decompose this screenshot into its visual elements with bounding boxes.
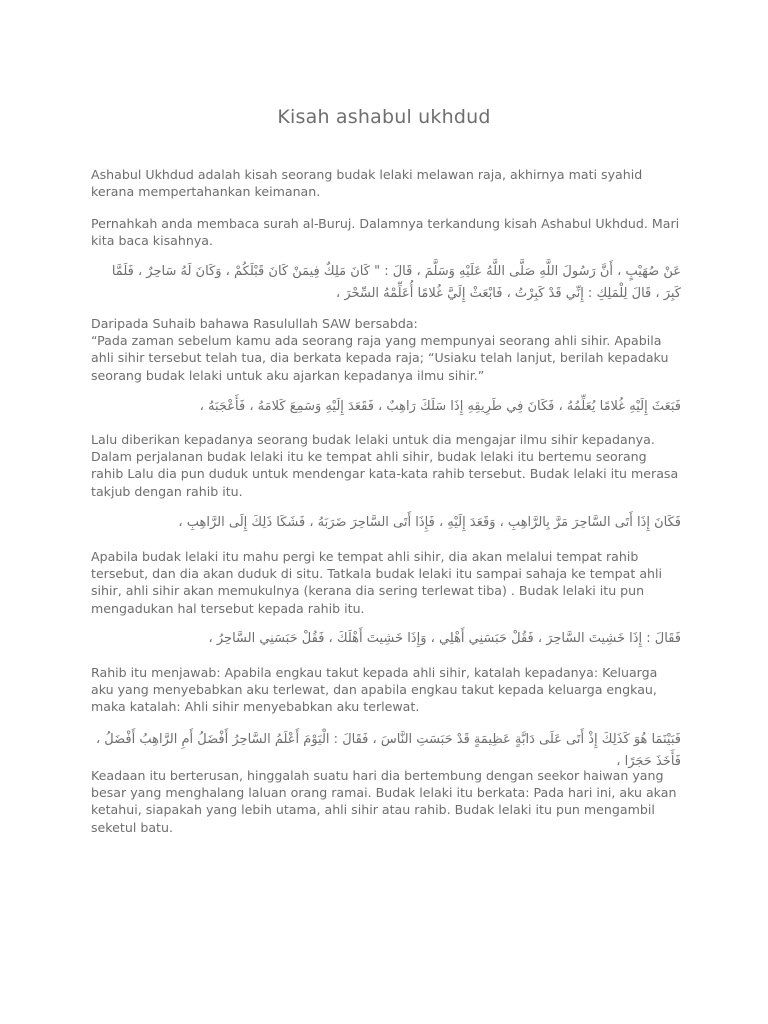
arabic-rahib-advice: فَقَالَ : إِذَا خَشِيتَ السَّاحِرَ ، فَقُلْ حَبَسَنِي أَهْلِي ، وَإِذَا خَشِيتَ أَهْلَكَ ، فَقُلْ حَبَسَنِي السَّاحِرُ ، xyxy=(208,631,681,646)
paragraph-surah-al-buruj: Pernahkah anda membaca surah al-Buruj. Dalamnya terkandung kisah Ashabul Ukhdud. Mari kita baca kisahnya. xyxy=(91,216,680,249)
arabic-boy-sent: فَبَعَثَ إِلَيْهِ غُلامًا يُعَلِّمُهُ ، فَكَانَ فِي طَرِيقِهِ إِذَا سَلَكَ رَاهِبٌ ، فَقَعَدَ إِلَيْهِ وَسَمِعَ كَلامَهُ ، فَأَعْجَبَهُ ، xyxy=(199,399,681,414)
arabic-hadith-opening: عَنْ صُهَيْبٍ ، أَنَّ رَسُولَ اللَّهِ صَلَّى اللَّهُ عَلَيْهِ وَسَلَّمَ ، قَالَ : " كَانَ مَلِكٌ فِيمَنْ كَانَ قَبْلَكُمْ ، وَكَانَ لَهُ سَاحِرٌ ، فَلَمَّا كَبِرَ ، قَالَ لِلْمَلِكِ : إِنِّي قَدْ كَبِرْتُ ، فَابْعَثْ إِلَيَّ غُلامًا أُعَلِّمْهُ السِّحْرَ ، xyxy=(111,264,681,301)
document-title: Kisah ashabul ukhdud xyxy=(277,106,491,128)
paragraph-great-beast: Keadaan itu berterusan, hinggalah suatu hari dia bertembung dengan seekor haiwan yang besar yang menghalang laluan orang ramai. Budak lelaki itu berkata: Pada hari ini, aku akan ketahui, siapakah yang lebih utama, ahli sihir atau rahib. Budak lelaki itu pun mengambil seketul batu. xyxy=(91,768,677,835)
paragraph-rahib-answer: Rahib itu menjawab: Apabila engkau takut kepada ahli sihir, katalah kepadanya: Keluarga aku yang menyebabkan aku terlewat, dan apabila engkau takut kepada keluarga engkau, maka katalah: Ahli sihir menyebabkan aku terlewat. xyxy=(91,665,658,715)
paragraph-beaten-by-sorcerer: Apabila budak lelaki itu mahu pergi ke tempat ahli sihir, dia akan melalui tempat rahib tersebut, dan dia akan duduk di situ. Tatkala budak lelaki itu sampai sahaja ke tempat ahli sihir, ahli sihir akan memukulnya (kerana dia sering terlewat tiba) . Budak lelaki itu pun mengadukan hal tersebut kepada rahib itu. xyxy=(91,549,663,616)
arabic-passing-rahib: فَكَانَ إِذَا أَتَى السَّاحِرَ مَرَّ بِالرَّاهِبِ ، وَقَعَدَ إِلَيْهِ ، فَإِذَا أَتَى السَّاحِرَ ضَرَبَهُ ، فَشَكَا ذَلِكَ إِلَى الرَّاهِبِ ، xyxy=(178,515,681,530)
arabic-great-beast: فَبَيْنَمَا هُوَ كَذَلِكَ إِذْ أَتَى عَلَى دَابَّةٍ عَظِيمَةٍ قَدْ حَبَسَتِ النَّاسَ ، فَقَالَ : الْيَوْمَ أَعْلَمُ السَّاحِرُ أَفْضَلُ أَمِ الرَّاهِبُ أَفْضَلُ ، فَأَخَذَ حَجَرًا ، xyxy=(95,732,681,769)
paragraph-intro: Ashabul Ukhdud adalah kisah seorang budak lelaki melawan raja, akhirnya mati syahid kerana mempertahankan keimanan. xyxy=(91,167,643,200)
paragraph-hadith-translation: Daripada Suhaib bahawa Rasulullah SAW bersabda: “Pada zaman sebelum kamu ada seorang raja yang mempunyai seorang ahli sihir. Apabila ahli sihir tersebut telah tua, dia berkata kepada raja; “Usiaku telah lanjut, berilah kepadaku seorang budak lelaki untuk aku ajarkan kepadanya ilmu sihir.” xyxy=(91,316,669,383)
paragraph-boy-meets-rahib: Lalu diberikan kepadanya seorang budak lelaki untuk dia mengajar ilmu sihir kepadanya. Dalam perjalanan budak lelaki itu ke tempat ahli sihir, budak lelaki itu bertemu seorang rahib Lalu dia pun duduk untuk mendengar kata-kata rahib tersebut. Budak lelaki itu merasa takjub dengan rahib itu. xyxy=(91,432,679,499)
